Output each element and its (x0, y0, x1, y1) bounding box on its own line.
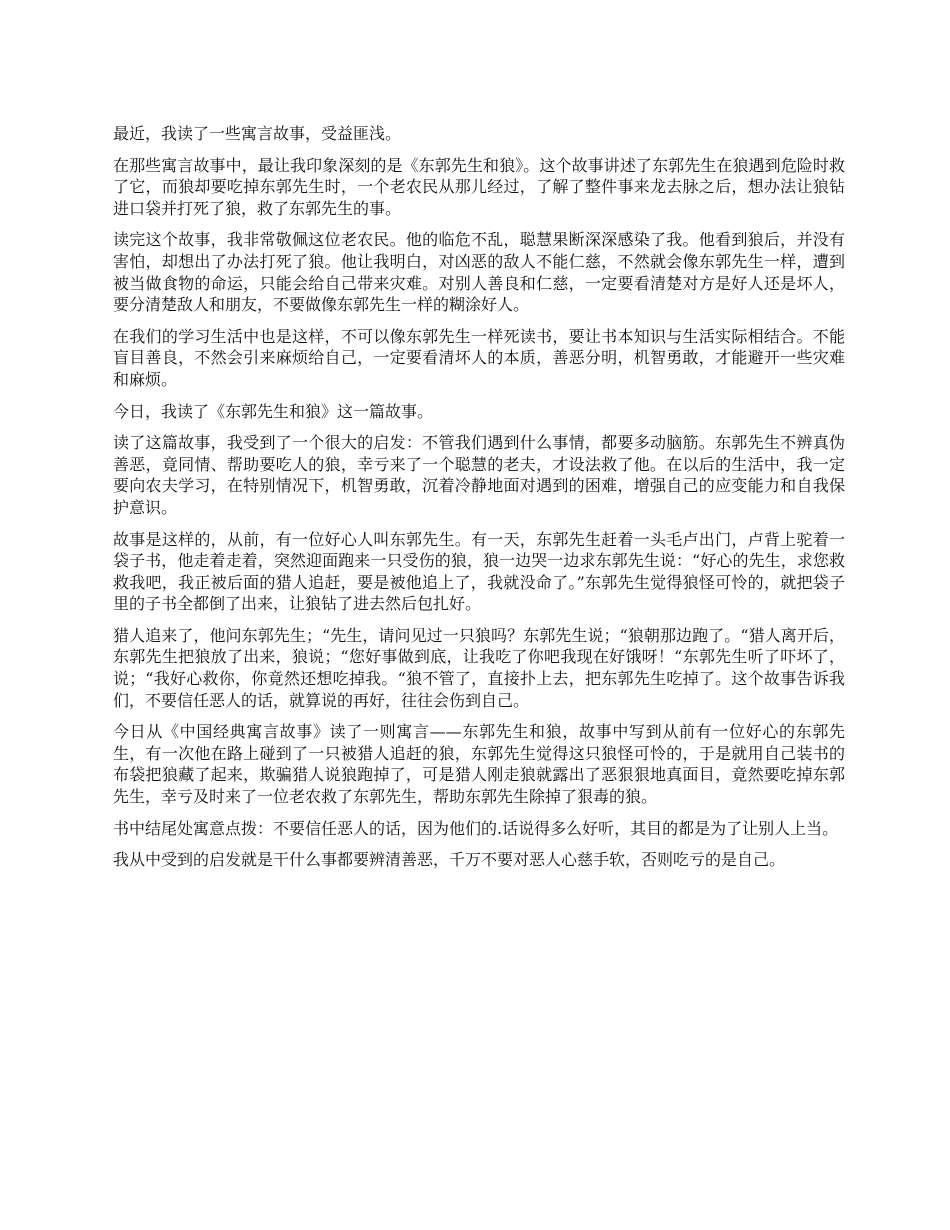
paragraph-7: 故事是这样的，从前，有一位好心人叫东郭先生。有一天，东郭先生赶着一头毛卢出门，卢背上驼着一袋子书，他走着走着，突然迎面跑来一只受伤的狼，狼一边哭一边求东郭先生说：“好心的先生，求您救救我吧，我正被后面的猎人追赶，要是被他追上了，我就没命了。”东郭先生觉得狼怪可怜的，就把袋子里的子书全都倒了出来，让狼钻了进去然后包扎好。 (113, 529, 845, 614)
paragraph-8: 猎人追来了，他问东郭先生；“先生，请问见过一只狼吗？东郭先生说；“狼朝那边跑了。“猎人离开后，东郭先生把狼放了出来，狼说；“您好事做到底，让我吃了你吧我现在好饿呀！“东郭先生听了吓坏了，说；“我好心救你，你竟然还想吃掉我。“狼不管了，直接扑上去，把东郭先生吃掉了。这个故事告诉我们，不要信任恶人的话，就算说的再好，往往会伤到自己。 (113, 625, 845, 710)
paragraph-10: 书中结尾处寓意点拨：不要信任恶人的话，因为他们的.话说得多么好听，其目的都是为了让别人上当。 (113, 818, 839, 838)
paragraph-5: 今日，我读了《东郭先生和狼》这一篇故事。 (113, 401, 434, 421)
paragraph-2: 在那些寓言故事中，最让我印象深刻的是《东郭先生和狼》。这个故事讲述了东郭先生在狼遇到危险时救了它，而狼却要吃掉东郭先生时，一个老农民从那儿经过，了解了整件事来龙去脉之后，想办法让狼钻进口袋并打死了狼，救了东郭先生的事。 (113, 155, 845, 218)
document-body (113, 123, 845, 881)
paragraph-4: 在我们的学习生活中也是这样，不可以像东郭先生一样死读书，要让书本知识与生活实际相结合。不能盲目善良，不然会引来麻烦给自己，一定要看清坏人的本质，善恶分明，机智勇敢，才能避开一些灾难和麻烦。 (113, 326, 845, 389)
paragraph-9: 今日从《中国经典寓言故事》读了一则寓言——东郭先生和狼，故事中写到从前有一位好心的东郭先生，有一次他在路上碰到了一只被猎人追赶的狼，东郭先生觉得这只狼怪可怜的，于是就用自己装书的布袋把狼藏了起来，欺骗猎人说狼跑掉了，可是猎人刚走狼就露出了恶狠狠地真面目，竟然要吃掉东郭先生，幸亏及时来了一位老农救了东郭先生，帮助东郭先生除掉了狠毒的狼。 (113, 722, 845, 807)
paragraph-1: 最近，我读了一些寓言故事，受益匪浅。 (113, 124, 402, 143)
paragraph-6: 读了这篇故事，我受到了一个很大的启发：不管我们遇到什么事情，都要多动脑筋。东郭先生不辨真伪善恶，竟同情、帮助要吃人的狼，幸亏来了一个聪慧的老夫，才设法救了他。在以后的生活中，我一定要向农夫学习，在特别情况下，机智勇敢，沉着冷静地面对遇到的困难，增强自己的应变能力和自我保护意识。 (113, 433, 845, 517)
paragraph-11: 我从中受到的启发就是干什么事都要辨清善恶，千万不要对恶人心慈手软，否则吃亏的是自己。 (113, 850, 786, 870)
paragraph-3: 读完这个故事，我非常敬佩这位老农民。他的临危不乱，聪慧果断深深感染了我。他看到狼后，并没有害怕，却想出了办法打死了狼。他让我明白，对凶恶的敌人不能仁慈，不然就会像东郭先生一样，遭到被当做食物的命运，只能会给自己带来灾难。对别人善良和仁慈，一定要看清楚对方是好人还是坏人，要分清楚敌人和朋友，不要做像东郭先生一样的糊涂好人。 (113, 230, 845, 315)
